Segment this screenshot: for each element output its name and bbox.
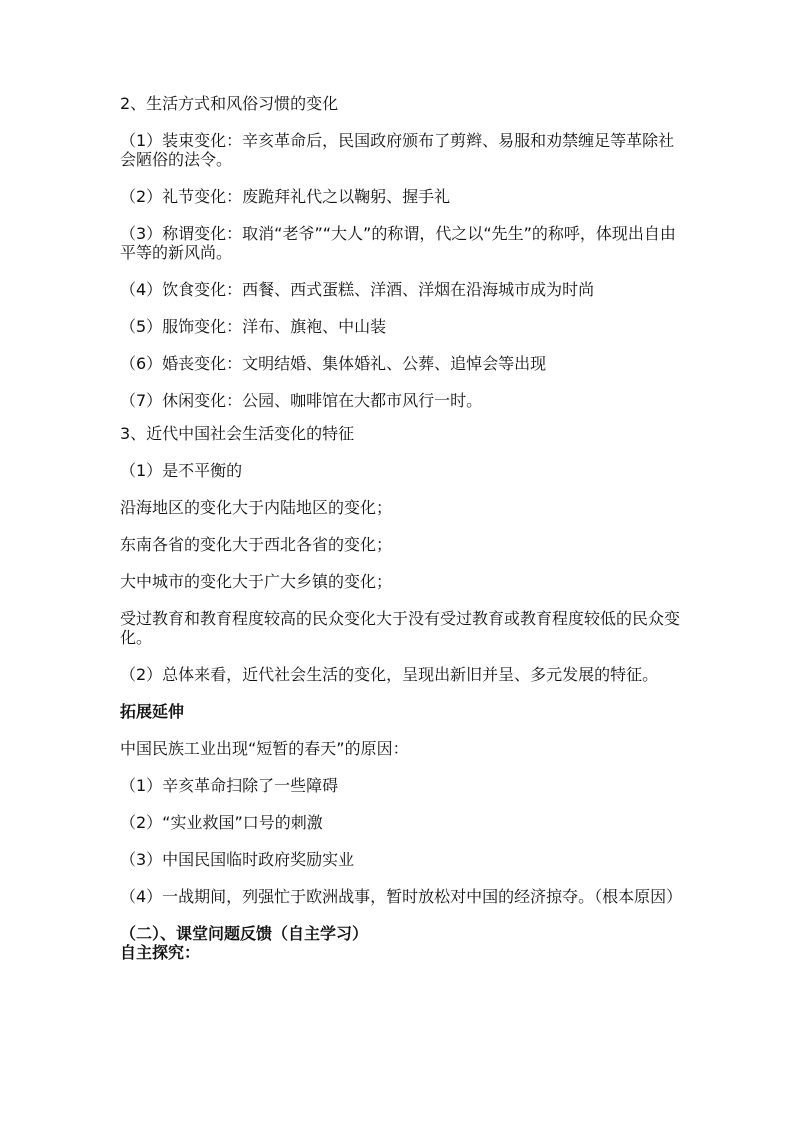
paragraph-wedding-funeral-change: （6）婚丧变化：文明结婚、集体婚礼、公葬、追悼会等出现: [120, 354, 547, 373]
paragraph-reason-2: （2）“实业救国”口号的刺激: [120, 813, 323, 832]
paragraph-leisure-change: （7）休闲变化：公园、咖啡馆在大都市风行一时。: [120, 391, 483, 410]
section-heading-feedback: （二）、课堂问题反馈（自主学习）: [120, 924, 369, 943]
paragraph-dress-change: （1）装束变化：辛亥革命后，民国政府颁布了剪辫、易服和劝禁缠足等革除社会陋俗的法令。: [120, 131, 675, 169]
paragraph-education: 受过教育和教育程度较高的民众变化大于没有受过教育或教育程度较低的民众变化。: [120, 609, 681, 647]
section-heading-characteristics: 3、近代中国社会生活变化的特征: [120, 424, 355, 443]
paragraph-etiquette-change: （2）礼节变化：废跪拜礼代之以鞠躬、握手礼: [120, 187, 451, 206]
paragraph-coastal-inland: 沿海地区的变化大于内陆地区的变化；: [120, 498, 393, 517]
section-heading-lifestyle: 2、生活方式和风俗习惯的变化: [120, 94, 339, 113]
paragraph-reason-1: （1）辛亥革命扫除了一些障碍: [120, 776, 339, 795]
paragraph-reason-4: （4）一战期间，列强忙于欧洲战事，暂时放松对中国的经济掠夺。（根本原因）: [120, 887, 683, 906]
paragraph-industry-reasons-intro: 中国民族工业出现“短暂的春天”的原因：: [120, 739, 409, 758]
paragraph-southeast-northwest: 东南各省的变化大于西北各省的变化；: [120, 535, 393, 554]
document-body: [120, 94, 683, 962]
paragraph-reason-3: （3）中国民国临时政府奖励实业: [120, 850, 355, 869]
paragraph-diet-change: （4）饮食变化：西餐、西式蛋糕、洋酒、洋烟在沿海城市成为时尚: [120, 280, 595, 299]
section-heading-self-inquiry: 自主探究：: [120, 943, 201, 962]
paragraph-unbalanced: （1）是不平衡的: [120, 461, 243, 480]
paragraph-address-change: （3）称谓变化：取消“老爷”“大人”的称谓，代之以“先生”的称呼，体现出自由平等的新风尚。: [120, 224, 676, 262]
paragraph-clothing-change: （5）服饰变化：洋布、旗袍、中山装: [120, 317, 387, 336]
section-heading-extension: 拓展延伸: [120, 702, 185, 721]
paragraph-city-town: 大中城市的变化大于广大乡镇的变化；: [120, 572, 393, 591]
paragraph-overall: （2）总体来看，近代社会生活的变化，呈现出新旧并呈、多元发展的特征。: [120, 665, 659, 684]
